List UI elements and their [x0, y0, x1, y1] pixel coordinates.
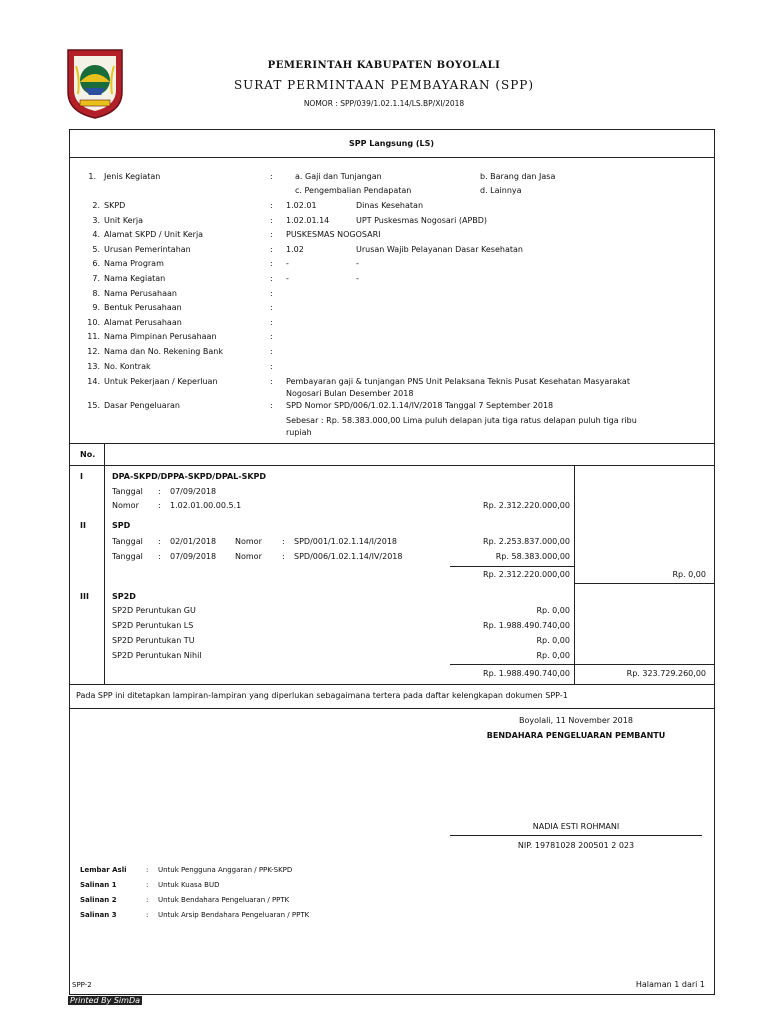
document-title: SURAT PERMINTAAN PEMBAYARAN (SPP) — [233, 78, 535, 92]
field-label: Nama Pimpinan Perusahaan — [104, 332, 217, 342]
divider — [69, 708, 714, 709]
dpa-amount: Rp. 2.312.220.000,00 — [483, 501, 570, 510]
field-separator: : — [158, 552, 161, 561]
divider — [69, 465, 714, 466]
field-number: 11. — [87, 332, 100, 342]
sp2d-title: SP2D — [112, 592, 136, 601]
field-separator: : — [270, 317, 273, 327]
field-code: - — [286, 274, 289, 283]
section-roman: III — [80, 592, 89, 601]
field-separator: : — [146, 896, 149, 904]
dpa-nomor-label: Nomor — [112, 501, 139, 510]
field-number: 5. — [92, 244, 100, 254]
sp2d-total: Rp. 1.988.490.740,00 — [483, 669, 570, 678]
sp2d-label: SP2D Peruntukan Nihil — [112, 651, 202, 660]
distribution-label: Lembar Asli — [80, 866, 127, 874]
field-separator: : — [146, 866, 149, 874]
divider — [69, 443, 714, 444]
signer-role: BENDAHARA PENGELUARAN PEMBANTU — [486, 731, 666, 740]
field-number: 7. — [92, 274, 100, 283]
field-separator: : — [270, 288, 273, 298]
field-number: 2. — [92, 201, 100, 210]
field-separator: : — [270, 377, 273, 386]
field-separator: : — [270, 303, 273, 313]
field-label: No. Kontrak — [104, 361, 151, 371]
field-code: 1.02.01 — [286, 201, 317, 210]
distribution-label: Salinan 2 — [80, 896, 117, 904]
form-code: SPP-2 — [72, 981, 92, 989]
field-value: UPT Puskesmas Nogosari (APBD) — [356, 215, 488, 225]
document-number: NOMOR : SPP/039/1.02.1.14/LS.BP/XI/2018 — [303, 99, 465, 108]
dpa-title: DPA-SKPD/DPPA-SKPD/DPAL-SKPD — [112, 472, 267, 481]
no-column-header: No. — [80, 450, 96, 459]
field-value: - — [356, 274, 359, 283]
spd-title: SPD — [112, 521, 131, 530]
field-separator: : — [158, 501, 161, 510]
spd-tanggal: 07/09/2018 — [170, 552, 217, 561]
spd-tanggal: 02/01/2018 — [170, 537, 217, 546]
field-separator: : — [282, 537, 285, 546]
field-value: Dinas Kesehatan — [356, 201, 424, 210]
signer-nip: NIP. 19781028 200501 2 023 — [517, 841, 635, 850]
distribution-value: Untuk Arsip Bendahara Pengeluaran / PPTK — [158, 911, 310, 919]
distribution-value: Untuk Bendahara Pengeluaran / PPTK — [158, 896, 290, 904]
keperluan-text: Nogosari Bulan Desember 2018 — [286, 389, 414, 398]
field-number: 12. — [87, 347, 100, 356]
keperluan-text: Pembayaran gaji & tunjangan PNS Unit Pelaksana Teknis Pusat Kesehatan Masyarakat — [286, 377, 630, 386]
field-separator: : — [146, 881, 149, 889]
section-roman: I — [80, 472, 83, 481]
field-code: - — [286, 259, 289, 269]
field-number: 14. — [87, 377, 100, 386]
distribution-value: Untuk Pengguna Anggaran / PPK-SKPD — [158, 866, 293, 874]
field-label: Nama Program — [104, 259, 164, 269]
field-value: - — [356, 259, 359, 269]
place-date: Boyolali, 11 November 2018 — [519, 716, 633, 725]
distribution-value: Untuk Kuasa BUD — [158, 881, 220, 889]
government-name: PEMERINTAH KABUPATEN BOYOLALI — [267, 60, 501, 71]
section-title: SPP Langsung (LS) — [348, 139, 435, 148]
field-separator: : — [270, 230, 273, 240]
sp2d-remaining: Rp. 323.729.260,00 — [626, 669, 706, 678]
field-separator: : — [270, 172, 273, 181]
field-separator: : — [146, 911, 149, 919]
field-label: Bentuk Perusahaan — [104, 303, 182, 313]
field-label: Alamat SKPD / Unit Kerja — [104, 230, 204, 240]
jenis-option-a: a. Gaji dan Tunjangan — [295, 172, 382, 181]
field-separator: : — [270, 201, 273, 210]
field-code: 1.02.01.14 — [286, 215, 330, 225]
field-number: 1. — [88, 172, 96, 181]
printed-by-stamp: Printed By SimDa — [70, 996, 141, 1005]
field-label: Alamat Perusahaan — [104, 317, 182, 327]
dpa-nomor: 1.02.01.00.00.5.1 — [170, 501, 242, 510]
dpa-tanggal: 07/09/2018 — [170, 487, 217, 496]
attachment-note: Pada SPP ini ditetapkan lampiran-lampiran yang diperlukan sebagaimana tertera pada daftar kelengkapan dokumen SPP-1 — [76, 691, 568, 700]
field-code: 1.02 — [286, 244, 304, 254]
distribution-label: Salinan 3 — [80, 911, 117, 919]
field-separator: : — [270, 332, 273, 342]
sp2d-label: SP2D Peruntukan TU — [112, 636, 195, 645]
jenis-option-d: d. Lainnya — [480, 186, 522, 195]
page-indicator: Halaman 1 dari 1 — [635, 980, 705, 989]
sp2d-amount: Rp. 0,00 — [536, 651, 570, 660]
dasar-text: Sebesar : Rp. 58.383.000,00 Lima puluh delapan juta tiga ratus delapan puluh tiga ribu — [286, 416, 637, 425]
spd-nomor-label: Nomor — [235, 552, 262, 561]
spd-remaining: Rp. 0,00 — [672, 570, 706, 579]
field-label: Dasar Pengeluaran — [104, 401, 180, 410]
section-roman: II — [80, 521, 86, 530]
spd-nomor: SPD/001/1.02.1.14/I/2018 — [294, 537, 397, 546]
field-number: 13. — [87, 361, 100, 371]
dasar-text: SPD Nomor SPD/006/1.02.1.14/IV/2018 Tanggal 7 September 2018 — [286, 401, 554, 410]
field-number: 4. — [92, 230, 100, 240]
field-value: Urusan Wajib Pelayanan Dasar Kesehatan — [356, 244, 523, 254]
field-label: Untuk Pekerjaan / Keperluan — [104, 377, 218, 386]
field-number: 3. — [92, 215, 100, 225]
field-separator: : — [158, 537, 161, 546]
jenis-option-c: c. Pengembalian Pendapatan — [295, 186, 412, 195]
column-line — [104, 443, 105, 684]
jenis-option-b: b. Barang dan Jasa — [480, 172, 556, 181]
field-label: Nama Kegiatan — [104, 274, 166, 283]
field-number: 9. — [92, 303, 100, 313]
sp2d-amount: Rp. 0,00 — [536, 636, 570, 645]
sp2d-label: SP2D Peruntukan LS — [112, 621, 194, 630]
dpa-tanggal-label: Tanggal — [112, 487, 143, 496]
field-label: Nama dan No. Rekening Bank — [104, 347, 224, 356]
sp2d-amount: Rp. 1.988.490.740,00 — [483, 621, 570, 630]
divider — [69, 684, 714, 685]
field-number: 8. — [92, 288, 100, 298]
spd-total: Rp. 2.312.220.000,00 — [483, 570, 570, 579]
field-label: Nama Perusahaan — [104, 288, 177, 298]
field-separator: : — [270, 215, 273, 225]
spd-tanggal-label: Tanggal — [112, 537, 143, 546]
field-label: Urusan Pemerintahan — [104, 244, 191, 254]
signature-line — [450, 835, 702, 836]
field-separator: : — [270, 274, 273, 283]
divider — [450, 566, 574, 567]
field-label: Unit Kerja — [104, 215, 144, 225]
divider — [450, 664, 714, 665]
divider — [69, 157, 714, 158]
column-line — [574, 465, 575, 684]
field-number: 10. — [87, 317, 100, 327]
spd-nomor-label: Nomor — [235, 537, 262, 546]
distribution-label: Salinan 1 — [80, 881, 117, 889]
field-separator: : — [282, 552, 285, 561]
field-code: PUSKESMAS NOGOSARI — [286, 230, 381, 240]
signer-name: NADIA ESTI ROHMANI — [532, 822, 620, 831]
field-label: Jenis Kegiatan — [104, 172, 161, 181]
spd-amount: Rp. 58.383.000,00 — [495, 552, 570, 561]
dasar-text: rupiah — [286, 428, 312, 437]
sp2d-amount: Rp. 0,00 — [536, 606, 570, 615]
field-separator: : — [270, 401, 273, 410]
field-number: 15. — [87, 401, 100, 410]
divider — [574, 583, 714, 584]
field-separator: : — [270, 361, 273, 371]
spd-tanggal-label: Tanggal — [112, 552, 143, 561]
field-separator: : — [270, 347, 273, 356]
field-number: 6. — [92, 259, 100, 269]
spd-nomor: SPD/006/1.02.1.14/IV/2018 — [294, 552, 403, 561]
field-label: SKPD — [104, 201, 126, 210]
spd-amount: Rp. 2.253.837.000,00 — [483, 537, 570, 546]
field-separator: : — [270, 244, 273, 254]
field-separator: : — [158, 487, 161, 496]
sp2d-label: SP2D Peruntukan GU — [112, 606, 196, 615]
field-separator: : — [270, 259, 273, 269]
